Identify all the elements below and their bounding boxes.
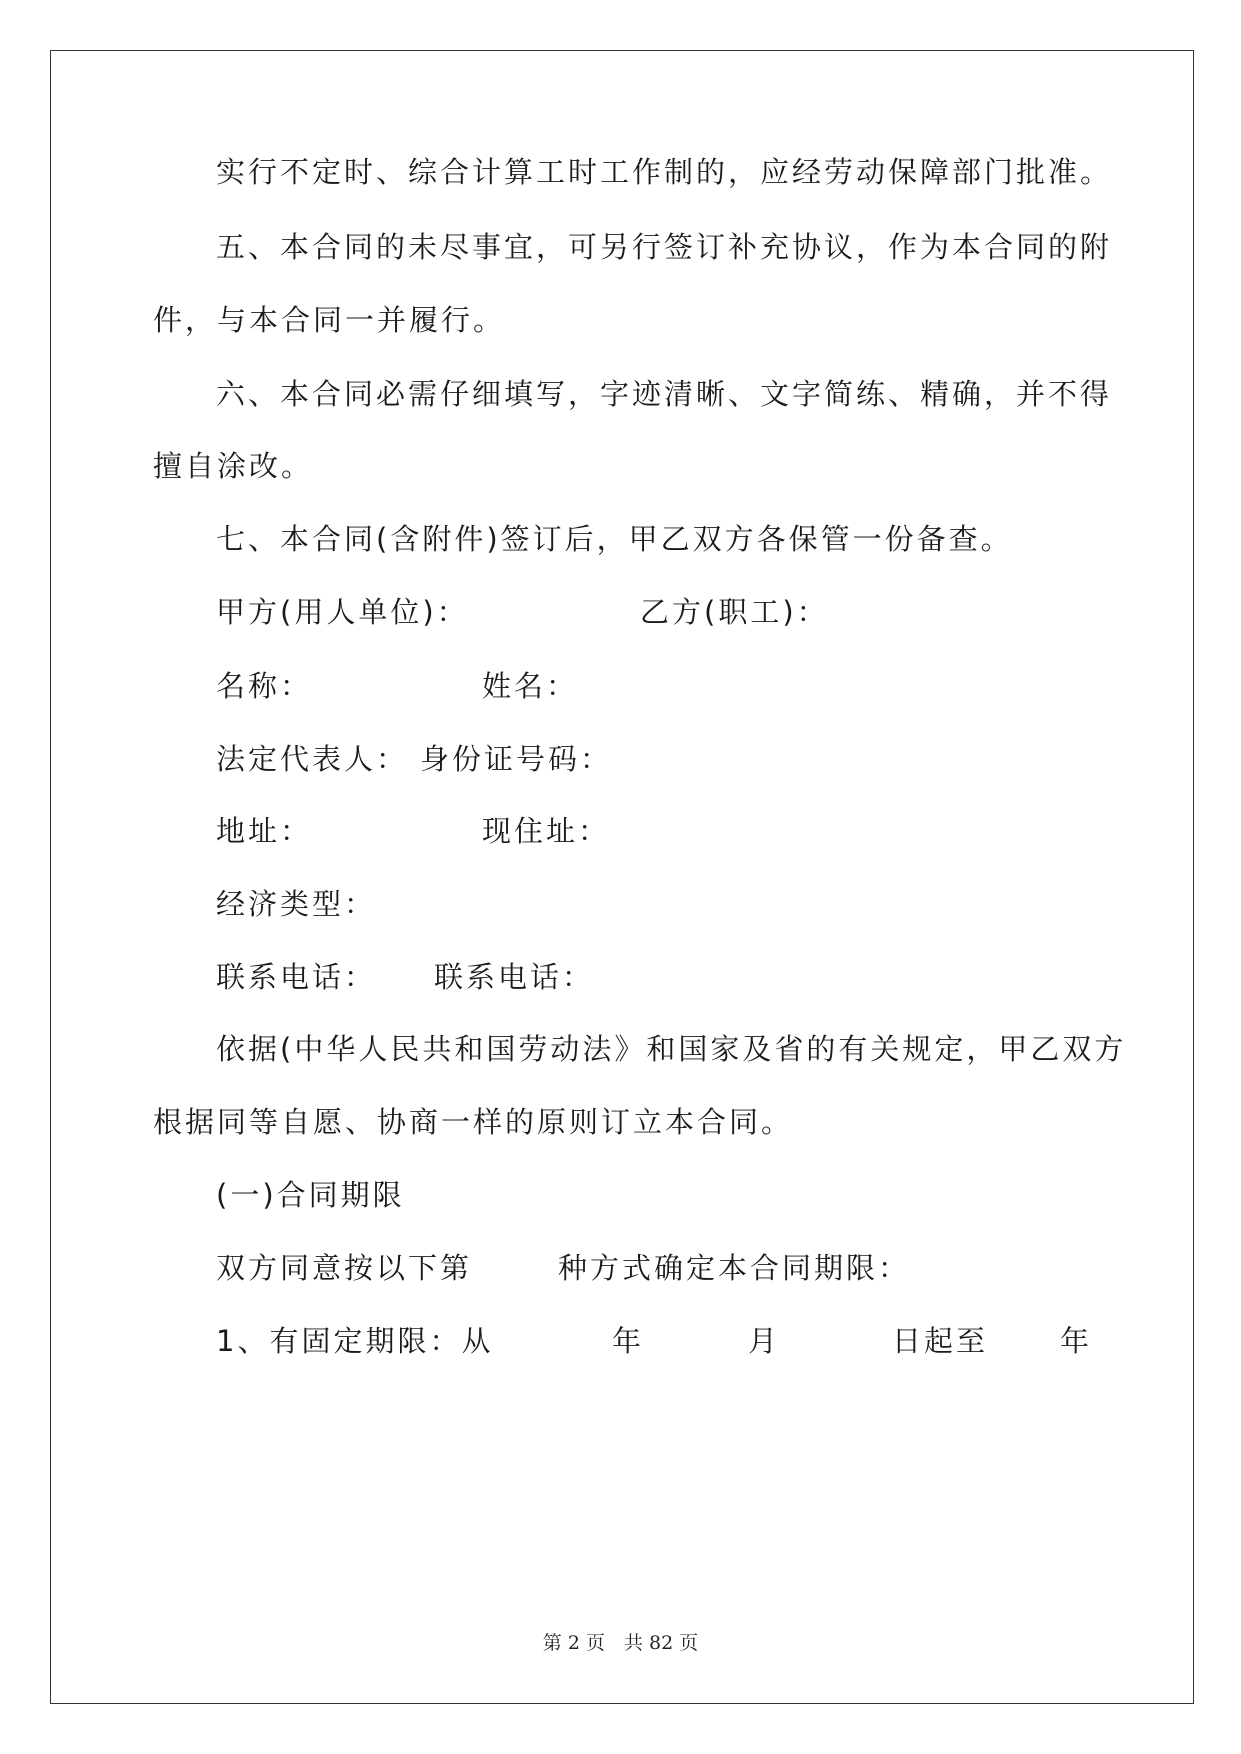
person-name-label: 姓名：: [482, 669, 579, 703]
paragraph-line-7: 依据(中华人民共和国劳动法》和国家及省的有关规定，甲乙双方: [216, 1032, 1127, 1066]
section-heading-contract-term: (一)合同期限: [216, 1178, 405, 1212]
legal-rep-label: 法定代表人：: [216, 742, 409, 776]
paragraph-line-3: 件，与本合同一并履行。: [153, 303, 506, 337]
page-number-footer: 第 2 页 共 82 页: [542, 1632, 699, 1654]
page-border: [50, 50, 1194, 1704]
paragraph-line-5: 擅自涂改。: [153, 449, 314, 483]
fixed-term-year-end: 年: [1060, 1324, 1093, 1358]
fixed-term-day-until: 日起至: [892, 1324, 989, 1358]
party-a-label: 甲方(用人单位)：: [216, 595, 469, 629]
fixed-term-prefix: 1、有固定期限：从: [216, 1324, 494, 1358]
term-line-suffix: 种方式确定本合同期限：: [558, 1251, 911, 1285]
paragraph-line-4: 六、本合同必需仔细填写，字迹清晰、文字简练、精确，并不得: [216, 377, 1113, 411]
name-label: 名称：: [216, 669, 313, 703]
party-b-label: 乙方(职工)：: [640, 595, 829, 629]
phone-label-a: 联系电话：: [216, 960, 377, 994]
fixed-term-year: 年: [612, 1324, 645, 1358]
address-label: 地址：: [216, 814, 313, 848]
term-line-prefix: 双方同意按以下第: [216, 1251, 473, 1285]
paragraph-line-1: 实行不定时、综合计算工时工作制的，应经劳动保障部门批准。: [216, 155, 1113, 189]
paragraph-line-2: 五、本合同的未尽事宜，可另行签订补充协议，作为本合同的附: [216, 230, 1113, 264]
phone-label-b: 联系电话：: [434, 960, 595, 994]
fixed-term-month: 月: [748, 1324, 781, 1358]
current-address-label: 现住址：: [482, 814, 611, 848]
id-number-label: 身份证号码：: [420, 742, 613, 776]
paragraph-line-8: 根据同等自愿、协商一样的原则订立本合同。: [153, 1105, 794, 1139]
economic-type-label: 经济类型：: [216, 887, 377, 921]
paragraph-line-6: 七、本合同(含附件)签订后，甲乙双方各保管一份备查。: [216, 522, 1013, 556]
